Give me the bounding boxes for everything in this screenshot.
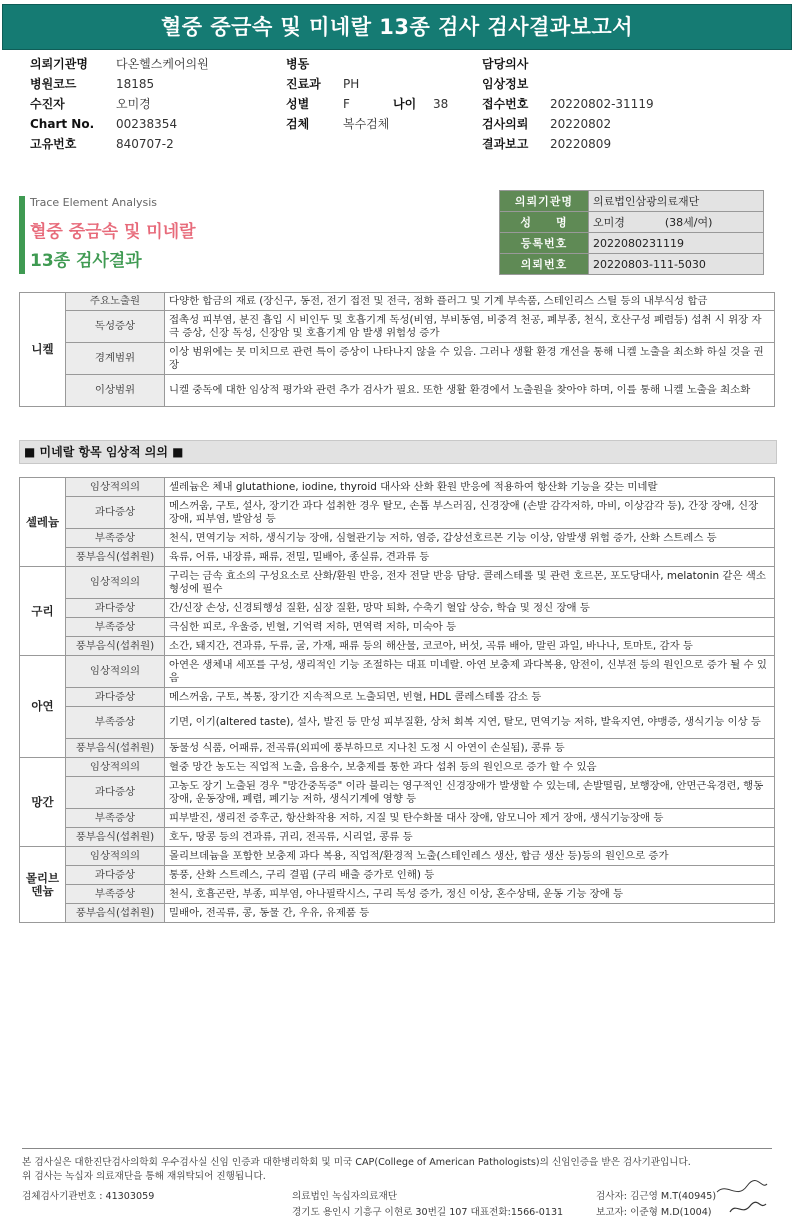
category-label: 풍부음식(섭취원) bbox=[66, 828, 165, 847]
category-label: 독성증상 bbox=[66, 311, 165, 343]
field-label: Chart No. bbox=[30, 117, 95, 131]
field-value: 00238354 bbox=[116, 117, 178, 131]
category-text: 이상 범위에는 못 미치므로 관련 특이 증상이 나타나지 않을 수 있음. 그러나 생활 환경 개선을 통해 니켈 노출을 최소화 하실 것을 권장 bbox=[165, 343, 775, 375]
patient-age-sex: (38세/여) bbox=[664, 216, 713, 229]
category-label: 임상적의의 bbox=[66, 758, 165, 777]
category-label: 풍부음식(섭취원) bbox=[66, 739, 165, 758]
patient-label: 등록번호 bbox=[500, 233, 589, 254]
field-label: 접수번호 bbox=[482, 97, 529, 111]
field-label: 검체 bbox=[286, 117, 310, 131]
header-col2 bbox=[286, 54, 448, 134]
header-col1 bbox=[30, 54, 209, 154]
category-label: 부족증상 bbox=[66, 707, 165, 739]
field-value: 다온헬스케어의원 bbox=[116, 57, 209, 71]
category-label: 부족증상 bbox=[66, 618, 165, 637]
field-label: 수진자 bbox=[30, 97, 65, 111]
patient-name: 오미경 bbox=[593, 216, 625, 229]
field-label: 성별 bbox=[286, 97, 310, 111]
footer-cert-line: 본 검사실은 대한진단검사의학회 우수검사실 신임 인증과 대한병리학회 및 미국 CAP(College of American Pathologists)의 신임인증을 받은 검사기관입니다. bbox=[22, 1157, 691, 1168]
category-label: 임상적의의 bbox=[66, 567, 165, 599]
category-text: 천식, 호흡곤란, 부종, 피부염, 아나필락시스, 구리 독성 증가, 정신 이상, 혼수상태, 운동 기능 장애 등 bbox=[165, 885, 775, 904]
category-text: 천식, 면역기능 저하, 생식기능 장애, 심혈관기능 저하, 염증, 갑상선호르몬 기능 이상, 암발생 위험 증가, 산화 스트레스 등 bbox=[165, 529, 775, 548]
category-text: 셀레늄은 체내 glutathione, iodine, thyroid 대사와 산화 환원 반응에 적용하여 항산화 기능을 갖는 미네랄 bbox=[165, 478, 775, 497]
patient-value: 20220803-111-5030 bbox=[589, 254, 764, 275]
element-name: 아연 bbox=[20, 656, 66, 758]
minerals-table bbox=[19, 477, 775, 923]
org-name: 의료법인 녹십자의료재단 bbox=[292, 1191, 397, 1202]
field-label: 검사의뢰 bbox=[482, 117, 529, 131]
category-text: 니켈 중독에 대한 임상적 평가와 관련 추가 검사가 필요. 또한 생활 환경에서 노출원을 찾아야 하며, 이를 통해 니켈 노출을 최소화 bbox=[165, 375, 775, 407]
footer-divider bbox=[22, 1148, 772, 1149]
category-label: 임상적의의 bbox=[66, 847, 165, 866]
category-text: 극심한 피로, 우울증, 빈혈, 기억력 저하, 면역력 저하, 미숙아 등 bbox=[165, 618, 775, 637]
category-label: 과다증상 bbox=[66, 599, 165, 618]
category-label: 부족증상 bbox=[66, 809, 165, 828]
field-label: 병원코드 bbox=[30, 77, 77, 91]
category-label: 부족증상 bbox=[66, 529, 165, 548]
patient-label: 성 명 bbox=[500, 212, 589, 233]
age-label: 나이 bbox=[393, 97, 417, 111]
category-text: 통풍, 산화 스트레스, 구리 결핍 (구리 배출 증가로 인해) 등 bbox=[165, 866, 775, 885]
section-title-ko1: 혈중 중금속 및 미네랄 bbox=[30, 222, 196, 242]
element-name: 셀레늄 bbox=[20, 478, 66, 567]
category-label: 과다증상 bbox=[66, 497, 165, 529]
tester: 검사자: 김근영 M.T(40945) bbox=[596, 1191, 717, 1202]
category-label: 과다증상 bbox=[66, 866, 165, 885]
field-value: PH bbox=[343, 77, 360, 91]
patient-label: 의뢰기관명 bbox=[500, 191, 589, 212]
category-label: 풍부음식(섭취원) bbox=[66, 548, 165, 567]
category-text: 피부발진, 생리전 증후군, 항산화작용 저하, 지질 및 탄수화물 대사 장애, 암모니아 제거 장애, 생식기능장애 등 bbox=[165, 809, 775, 828]
category-text: 간/신장 손상, 신경퇴행성 질환, 심장 질환, 망막 퇴화, 수축기 혈압 상승, 학습 및 정신 장애 등 bbox=[165, 599, 775, 618]
header-col3 bbox=[482, 54, 654, 154]
element-name: 구리 bbox=[20, 567, 66, 656]
category-text: 소간, 돼지간, 견과류, 두류, 굴, 가재, 패류 등의 해산물, 코코아, 버섯, 곡류 배아, 말린 과일, 바나나, 토마토, 감자 등 bbox=[165, 637, 775, 656]
category-label: 과다증상 bbox=[66, 688, 165, 707]
field-label: 결과보고 bbox=[482, 137, 529, 151]
category-label: 과다증상 bbox=[66, 777, 165, 809]
category-label: 경계범위 bbox=[66, 343, 165, 375]
section-title-ko2: 13종 검사결과 bbox=[30, 251, 142, 271]
patient-info-box bbox=[499, 190, 764, 275]
field-label: 진료과 bbox=[286, 77, 321, 91]
reporter: 보고자: 이준형 M.D(1004) bbox=[596, 1207, 712, 1218]
element-name: 니켈 bbox=[20, 293, 66, 407]
field-value: 18185 bbox=[116, 77, 155, 91]
element-name: 몰리브덴늄 bbox=[20, 847, 66, 923]
category-label: 이상범위 bbox=[66, 375, 165, 407]
category-text: 호두, 땅콩 등의 견과류, 귀리, 전곡류, 시리얼, 콩류 등 bbox=[165, 828, 775, 847]
category-text: 혈중 망간 농도는 직업적 노출, 음용수, 보충제를 통한 과다 섭취 등의 원인으로 증가 할 수 있음 bbox=[165, 758, 775, 777]
field-label: 임상정보 bbox=[482, 77, 529, 91]
element-name: 망간 bbox=[20, 758, 66, 847]
patient-label: 의뢰번호 bbox=[500, 254, 589, 275]
patient-value bbox=[589, 212, 764, 233]
mineral-section-heading: ■ 미네랄 항목 임상적 의의 ■ bbox=[19, 440, 777, 464]
field-value: F bbox=[343, 97, 350, 111]
field-value: 20220802 bbox=[550, 117, 612, 131]
accent-bar bbox=[19, 196, 25, 274]
category-label: 풍부음식(섭취원) bbox=[66, 637, 165, 656]
category-text: 구리는 금속 효소의 구성요소로 산화/환원 반응, 전자 전달 반응 담당. 콜레스테롤 및 관련 호르몬, 포도당대사, melatonin 같은 색소 형성에 필수 bbox=[165, 567, 775, 599]
age-value: 38 bbox=[433, 97, 449, 111]
field-value: 840707-2 bbox=[116, 137, 174, 151]
org-number: 검체검사기관번호 : 41303059 bbox=[22, 1191, 155, 1202]
category-text: 메스꺼움, 구토, 복통, 장기간 지속적으로 노출되면, 빈혈, HDL 콜레스테롤 감소 등 bbox=[165, 688, 775, 707]
patient-value: 의료법인삼광의료재단 bbox=[589, 191, 764, 212]
section-title-en: Trace Element Analysis bbox=[30, 196, 158, 209]
category-label: 임상적의의 bbox=[66, 656, 165, 688]
category-label: 임상적의의 bbox=[66, 478, 165, 497]
category-text: 고농도 장기 노출된 경우 "망간중독증" 이라 불리는 영구적인 신경장애가 발생할 수 있는데, 손발떨림, 보행장애, 안면근육경련, 행동장애, 운동장애, 폐렴, 폐기능 저하, 생식기계에 영향 등 bbox=[165, 777, 775, 809]
category-text: 기면, 이기(altered taste), 설사, 발진 등 만성 피부질환, 상처 회복 지연, 탈모, 면역기능 저하, 발육지연, 야맹증, 생식기능 이상 등 bbox=[165, 707, 775, 739]
category-label: 주요노출원 bbox=[66, 293, 165, 311]
signature-icon bbox=[712, 1180, 772, 1220]
nickel-table bbox=[19, 292, 775, 407]
category-label: 부족증상 bbox=[66, 885, 165, 904]
field-label: 고유번호 bbox=[30, 137, 77, 151]
field-label: 담당의사 bbox=[482, 57, 529, 71]
category-text: 동물성 식품, 어패류, 전곡류(외피에 풍부하므로 지나친 도정 시 아연이 손실됨), 콩류 등 bbox=[165, 739, 775, 758]
footer-note-line: 위 검사는 녹십자 의료재단을 통해 재위탁되어 진행됩니다. bbox=[22, 1171, 266, 1182]
category-text: 육류, 어류, 내장류, 패류, 전밀, 밀배아, 종실류, 견과류 등 bbox=[165, 548, 775, 567]
field-value: 복수검체 bbox=[343, 117, 390, 131]
category-label: 풍부음식(섭취원) bbox=[66, 904, 165, 923]
category-text: 접촉성 피부염, 분진 흡입 시 비인두 및 호흡기계 독성(비염, 부비동염, 비중격 천공, 폐부종, 천식, 호산구성 폐렴등) 섭취 시 위장 자극 증상, 신장 독성, 신장암 및 호흡기계 암 발생 위험성 증가 bbox=[165, 311, 775, 343]
patient-value: 2022080231119 bbox=[589, 233, 764, 254]
category-text: 다양한 합금의 재료 (장신구, 동전, 전기 접전 및 전극, 점화 플러그 및 기계 부속품, 스테인리스 스틸 등의 내부식성 합금 bbox=[165, 293, 775, 311]
category-text: 밀배아, 전곡류, 콩, 동물 간, 우유, 유제품 등 bbox=[165, 904, 775, 923]
category-text: 몰리브데늄을 포함한 보충제 과다 복용, 직업적/환경적 노출(스테인레스 생산, 합금 생산 등)등의 원인으로 증가 bbox=[165, 847, 775, 866]
report-title: 혈중 중금속 및 미네랄 13종 검사 검사결과보고서 bbox=[2, 4, 792, 50]
field-label: 병동 bbox=[286, 57, 310, 71]
field-label: 의뢰기관명 bbox=[30, 57, 88, 71]
field-value: 20220802-31119 bbox=[550, 97, 654, 111]
category-text: 메스꺼움, 구토, 설사, 장기간 과다 섭취한 경우 탈모, 손톱 부스러짐, 신경장애 (손발 감각저하, 마비, 이상감각 등), 간장 장애, 신장 장애, 피부염, 발암성 등 bbox=[165, 497, 775, 529]
field-value: 20220809 bbox=[550, 137, 612, 151]
category-text: 아연은 생체내 세포를 구성, 생리적인 기능 조절하는 대표 미네랄. 아연 보충제 과다복용, 암전이, 신부전 등의 원인으로 증가 될 수 있음 bbox=[165, 656, 775, 688]
section-title bbox=[30, 196, 220, 271]
field-value: 오미경 bbox=[116, 97, 151, 111]
org-address: 경기도 용인시 기흥구 이현로 30번길 107 대표전화:1566-0131 bbox=[292, 1207, 564, 1218]
